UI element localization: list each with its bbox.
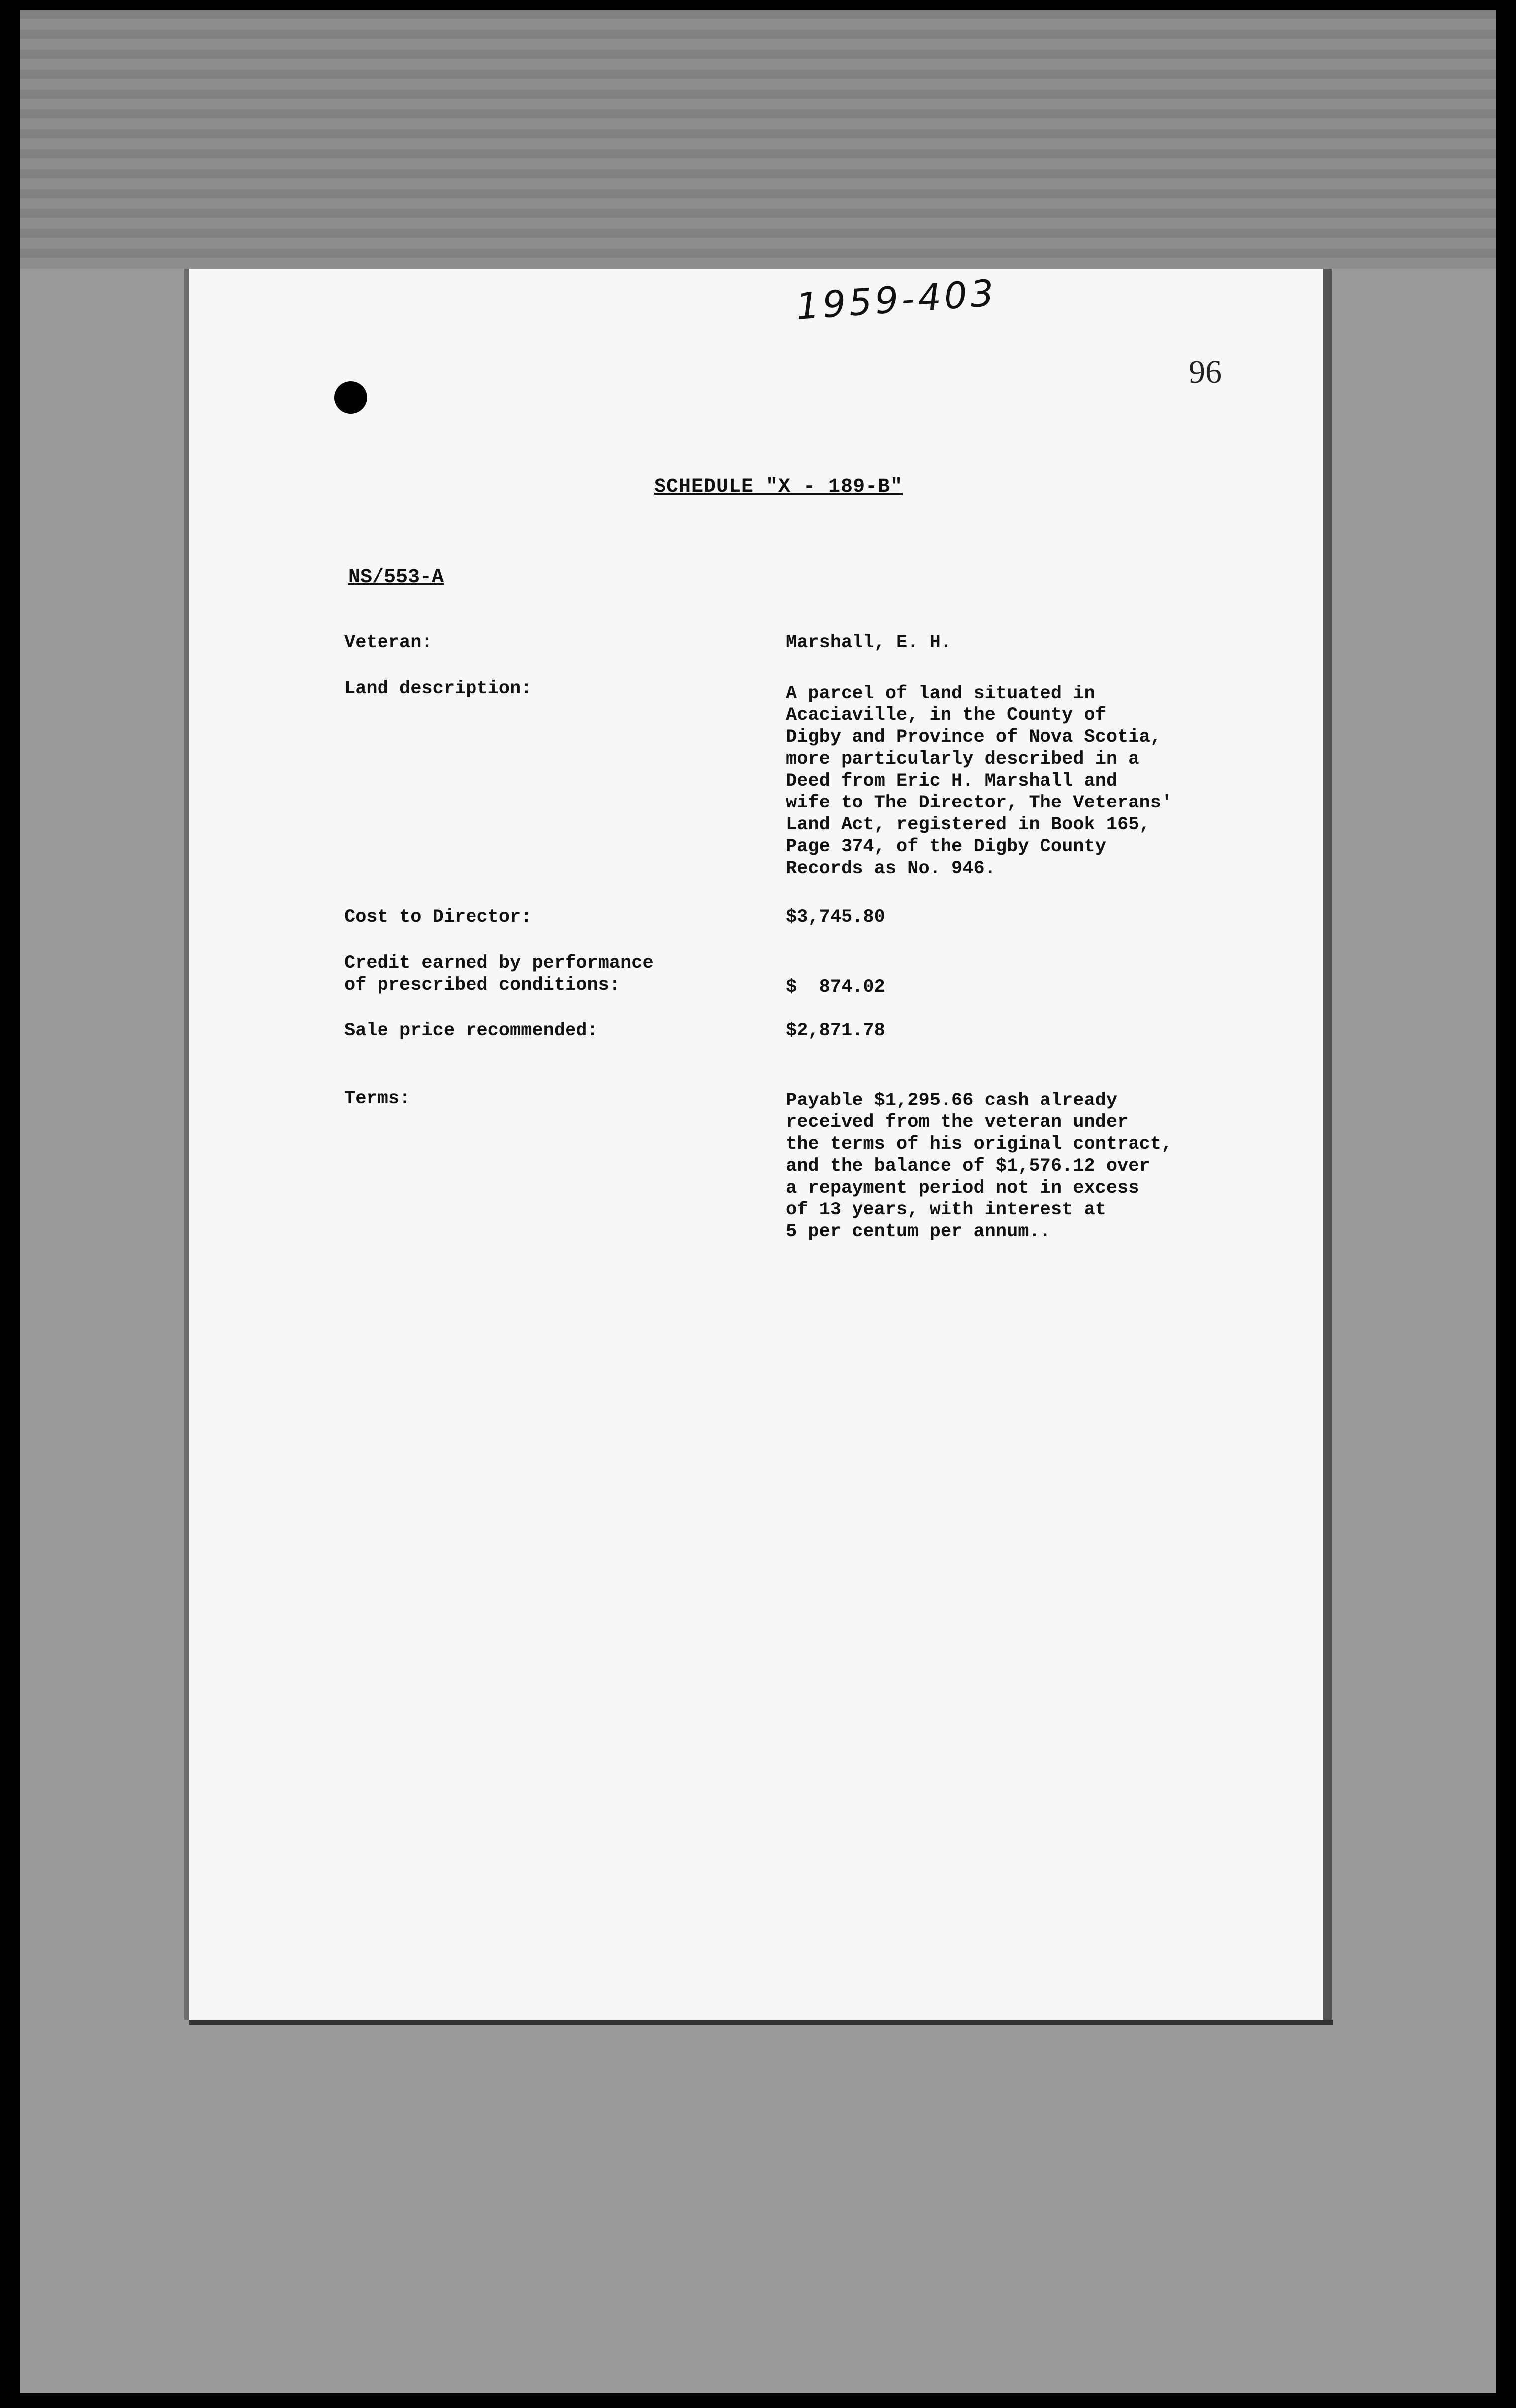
credit-earned-label-line1: Credit earned by performance bbox=[344, 953, 654, 974]
terms-line: received from the veteran under bbox=[786, 1112, 1129, 1133]
schedule-title: SCHEDULE "X - 189-B" bbox=[654, 476, 903, 498]
land-description-line: A parcel of land situated in bbox=[786, 683, 1095, 704]
land-description-line: Land Act, registered in Book 165, bbox=[786, 814, 1150, 835]
land-description-line: more particularly described in a bbox=[786, 749, 1139, 770]
handwritten-reference: 1959-403 bbox=[794, 272, 998, 328]
land-description-value bbox=[786, 683, 1233, 880]
terms-line: the terms of his original contract, bbox=[786, 1134, 1173, 1155]
terms-line: and the balance of $1,576.12 over bbox=[786, 1156, 1150, 1177]
cost-to-director-label: Cost to Director: bbox=[344, 907, 532, 928]
terms-label: Terms: bbox=[344, 1088, 411, 1109]
land-description-line: Page 374, of the Digby County bbox=[786, 836, 1106, 857]
terms-line: Payable $1,295.66 cash already bbox=[786, 1090, 1118, 1111]
land-description-line: Deed from Eric H. Marshall and bbox=[786, 771, 1118, 792]
credit-earned-value: $ 874.02 bbox=[786, 977, 885, 998]
land-description-line: Digby and Province of Nova Scotia, bbox=[786, 727, 1161, 748]
land-description-label: Land description: bbox=[344, 678, 532, 699]
file-reference: NS/553-A bbox=[348, 566, 444, 589]
land-description-line: wife to The Director, The Veterans' bbox=[786, 793, 1173, 813]
page-bottom-edge bbox=[189, 2020, 1333, 2025]
land-description-line: Acaciaville, in the County of bbox=[786, 705, 1106, 726]
veteran-label: Veteran: bbox=[344, 632, 433, 653]
land-description-line: Records as No. 946. bbox=[786, 858, 996, 879]
terms-line: a repayment period not in excess bbox=[786, 1178, 1139, 1199]
sale-price-value: $2,871.78 bbox=[786, 1020, 885, 1041]
terms-value bbox=[786, 1090, 1233, 1243]
terms-line: of 13 years, with interest at bbox=[786, 1200, 1106, 1220]
cost-to-director-value: $3,745.80 bbox=[786, 907, 885, 928]
punch-hole bbox=[334, 381, 367, 414]
sale-price-label: Sale price recommended: bbox=[344, 1020, 598, 1041]
veteran-value: Marshall, E. H. bbox=[786, 632, 952, 653]
credit-earned-label-line2: of prescribed conditions: bbox=[344, 975, 621, 996]
page-number: 96 bbox=[1189, 354, 1222, 390]
scan-backdrop-top bbox=[20, 10, 1496, 269]
terms-line: 5 per centum per annum.. bbox=[786, 1221, 1051, 1242]
